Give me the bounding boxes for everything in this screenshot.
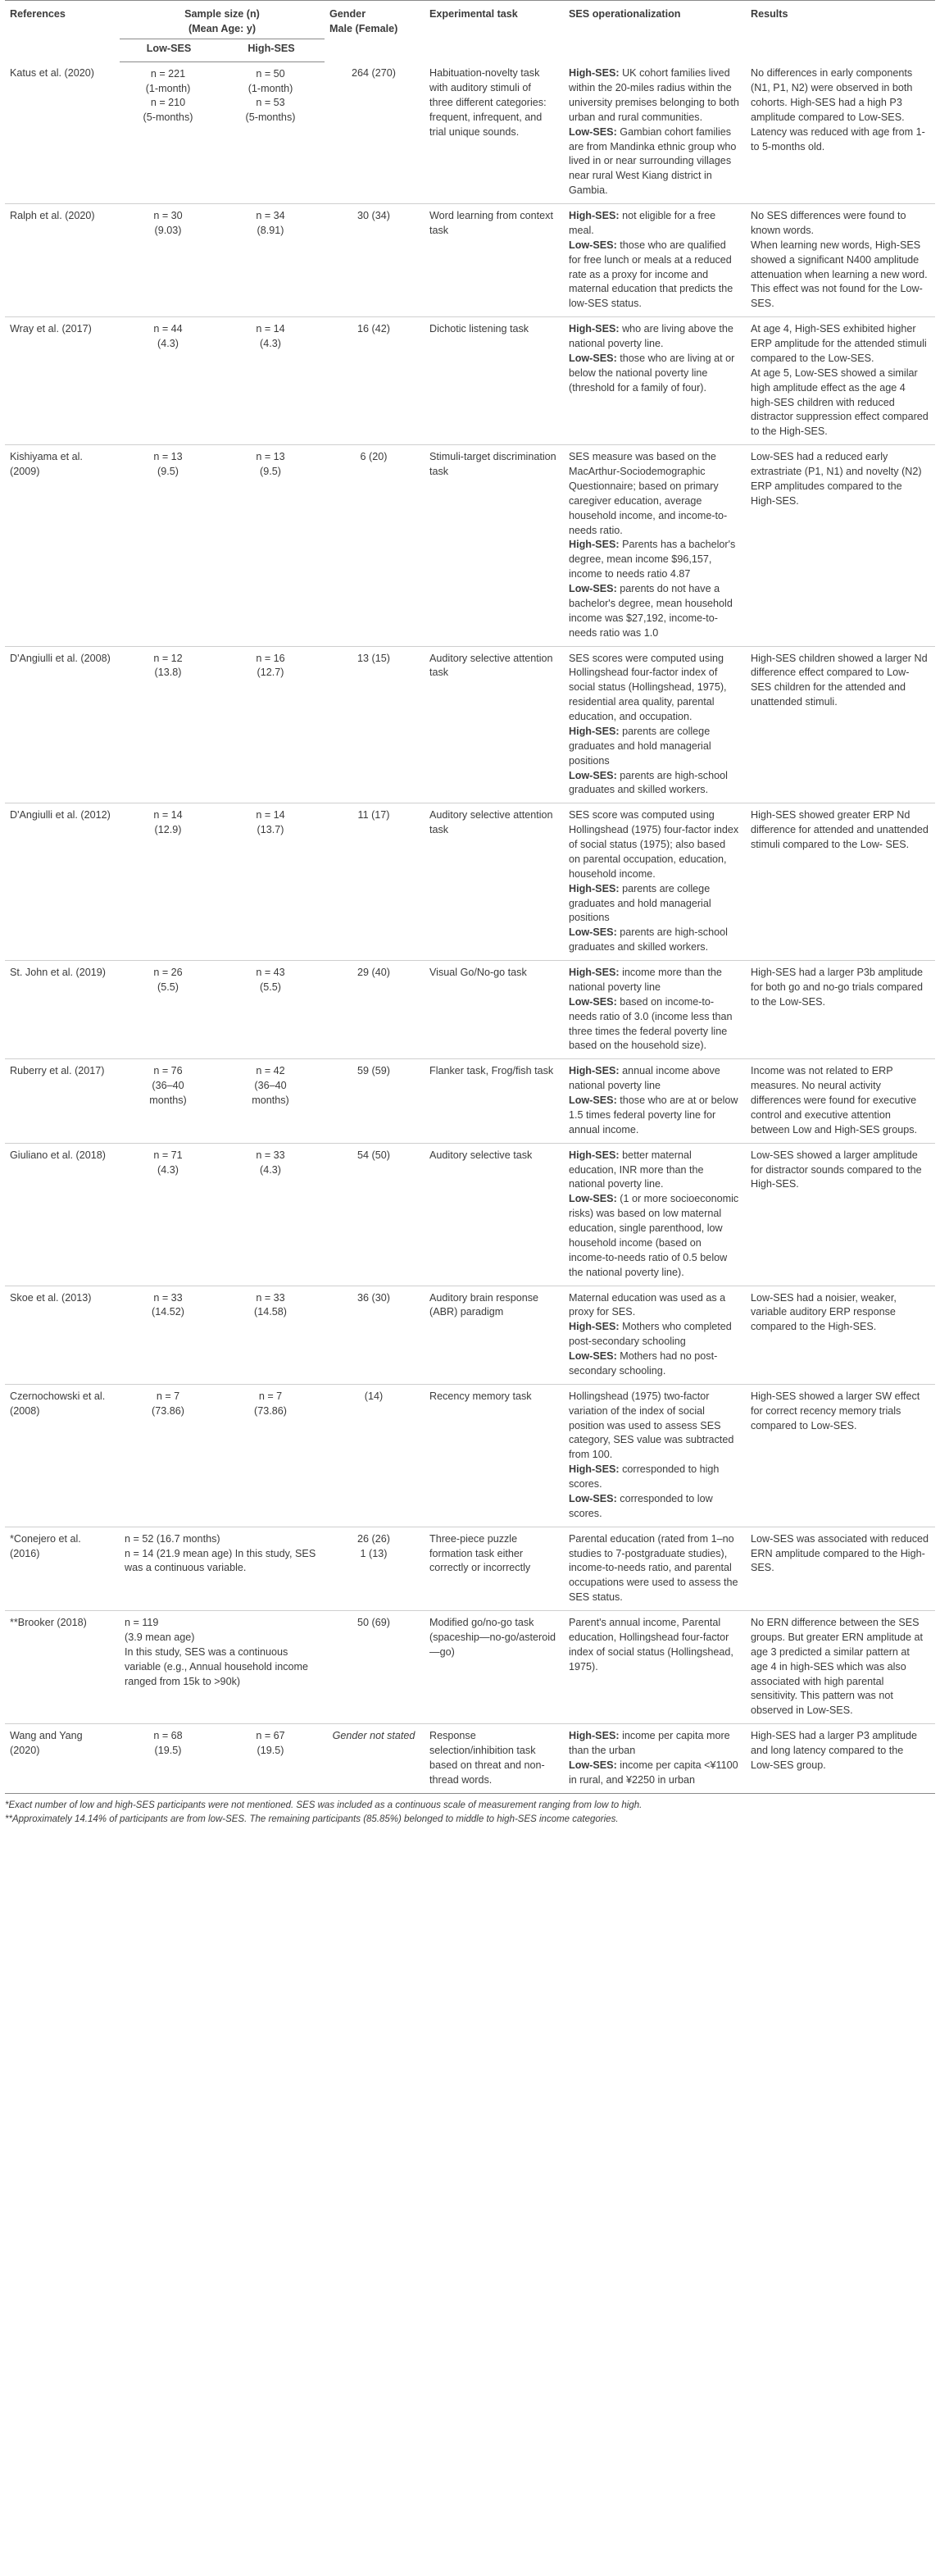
cell-reference: Ruberry et al. (2017) [5,1059,120,1143]
cell-gender: 16 (42) [325,317,425,445]
cell-ses-operationalization [564,1384,746,1527]
ses-item [569,882,739,926]
high-ses-line: months) [252,1095,289,1106]
cell-gender: 29 (40) [325,961,425,1059]
ses-item [569,1759,739,1788]
low-ses-line: n = 210 [150,97,186,109]
low-ses-line: (19.5) [154,1745,182,1756]
high-ses-line: n = 16 [256,652,285,664]
low-ses-line: n = 44 [153,323,183,335]
ses-text: those who are living at or below the national poverty line (threshold for a family of four). [569,352,735,394]
ses-text: parents do not have a bachelor's degree, mean household income was $27,192, income-to-needs ratio was 1.0 [569,583,733,639]
table-row [5,445,935,646]
cell-reference: *Conejero et al. (2016) [5,1527,120,1610]
high-ses-line: n = 53 [256,97,285,109]
table-row [5,1724,935,1794]
header-high-ses: High-SES [218,39,325,61]
cell-results [746,1059,935,1143]
cell-task: Visual Go/No-go task [425,961,564,1059]
ses-label: High-SES: [569,539,620,551]
cell-ses-operationalization [564,1143,746,1286]
cell-task: Auditory selective task [425,1143,564,1286]
ses-item [569,808,739,881]
cell-task: Three-piece puzzle formation task either correctly or incorrectly [425,1527,564,1610]
ses-item [569,995,739,1054]
cell-ses-operationalization [564,803,746,961]
footnote: *Exact number of low and high-SES participants were not mentioned. SES was included as a continuous scale of measurement ranging from low to high. [5,1800,643,1810]
low-ses-line: n = 71 [153,1149,183,1161]
ses-label: High-SES: [569,1730,620,1742]
ses-text: parents are college graduates and hold managerial positions [569,882,711,924]
low-ses-line: months) [149,1095,187,1106]
table-row [5,961,935,1059]
cell-high-ses [218,1143,325,1286]
ses-text: SES scores were computed using Hollingshead four-factor index of social status (Hollingshead, 1975), residential area quality, parental education, and occupation. [569,652,727,722]
ses-item [569,1532,739,1605]
header-task: Experimental task [425,1,564,62]
ses-item [569,66,739,125]
ses-item [569,966,739,995]
cell-results [746,61,935,203]
ses-item [569,926,739,955]
cell-gender: 13 (15) [325,646,425,803]
high-ses-line: n = 14 [256,323,285,335]
high-ses-line: n = 14 [256,809,285,821]
table-body [5,61,935,1793]
ses-text: those who are qualified for free lunch or meals at a reduced rate as a proxy for income and maternal education that predicts the low-SES status. [569,239,733,310]
ses-text: corresponded to high scores. [569,1463,720,1490]
low-ses-line: n = 221 [150,67,186,80]
cell-task: Word learning from context task [425,204,564,317]
low-ses-line: n = 76 [153,1065,183,1077]
cell-results [746,1286,935,1384]
table-row [5,61,935,203]
results-line: No differences in early components (N1, P1, N2) were observed in both cohorts. High-SES had a high P3 amplitude compared to Low-SES. Latency was reduced with age from 1- to 5-months old. [751,67,925,152]
cell-low-ses [120,1527,325,1610]
low-ses-line: n = 14 [153,809,183,821]
ses-item [569,1729,739,1759]
ses-item [569,582,739,641]
results-line: At age 5, Low-SES showed a similar high amplitude effect as the age 4 high-SES children with reduced distractor suppression effect compared to the High-SES. [751,366,929,438]
cell-task: Response selection/inhibition task based on threat and non-thread words. [425,1724,564,1794]
footnote: **Approximately 14.14% of participants are from low-SES. The remaining participants (85.85%) belonged to middle to high-SES income categories. [5,1814,619,1824]
ses-text: not eligible for a free meal. [569,210,716,236]
ses-item [569,1616,739,1675]
cell-high-ses [218,61,325,203]
cell-ses-operationalization [564,1527,746,1610]
ses-item [569,209,739,239]
cell-low-ses [120,1611,325,1724]
table-row [5,646,935,803]
cell-reference: St. John et al. (2019) [5,961,120,1059]
cell-high-ses [218,204,325,317]
cell-gender: 50 (69) [325,1611,425,1724]
ses-label: Low-SES: [569,1492,617,1504]
cell-low-ses [120,1143,218,1286]
cell-reference: Katus et al. (2020) [5,61,120,203]
table-header [5,1,935,62]
cell-reference: Kishiyama et al. (2009) [5,445,120,646]
cell-high-ses [218,1059,325,1143]
cell-low-ses [120,1384,218,1527]
cell-reference: **Brooker (2018) [5,1611,120,1724]
ses-item [569,538,739,582]
ses-label: High-SES: [569,882,620,894]
ses-text: Maternal education was used as a proxy for SES. [569,1291,726,1318]
table-row [5,1611,935,1724]
ses-text: income per capita more than the urban [569,1730,730,1756]
ses-item [569,239,739,312]
high-ses-line: (73.86) [254,1404,287,1417]
cell-ses-operationalization [564,1286,746,1384]
cell-low-ses [120,317,218,445]
table-row [5,317,935,445]
high-ses-line: n = 50 [256,67,285,80]
header-low-ses: Low-SES [120,39,218,61]
cell-low-ses [120,1286,218,1384]
cell-gender: 59 (59) [325,1059,425,1143]
cell-results [746,1611,935,1724]
cell-gender: 30 (34) [325,204,425,317]
ses-label: Low-SES: [569,995,617,1008]
low-ses-line: (9.5) [157,466,179,477]
high-ses-line: n = 43 [256,967,285,978]
table-row [5,204,935,317]
high-ses-line: (19.5) [257,1745,284,1756]
cell-ses-operationalization [564,317,746,445]
high-ses-line: (5.5) [260,981,281,993]
cell-gender: 26 (26) 1 (13) [325,1527,425,1610]
high-ses-line: n = 7 [258,1390,283,1402]
cell-gender: (14) [325,1384,425,1527]
cell-results [746,1143,935,1286]
cell-reference: D'Angiulli et al. (2008) [5,646,120,803]
high-ses-line: n = 13 [256,451,285,463]
ses-text: better maternal education, INR more than the national poverty line. [569,1149,704,1190]
cell-reference: Czernochowski et al. (2008) [5,1384,120,1527]
results-line: Low-SES had a reduced early extrastriate (P1, N1) and novelty (N2) ERP amplitudes compared to the High-SES. [751,451,922,507]
ses-item [569,1463,739,1492]
ses-item [569,1492,739,1522]
ses-item [569,352,739,396]
cell-gender: Gender not stated [325,1724,425,1794]
cell-low-ses [120,803,218,961]
ses-label: Low-SES: [569,1193,617,1205]
low-ses-line: (1-month) [145,82,191,94]
low-ses-line: n = 14 (21.9 mean age) In this study, SES was a continuous variable. [125,1547,316,1574]
header-sample-size [120,1,325,39]
table-row [5,1059,935,1143]
cell-reference: Ralph et al. (2020) [5,204,120,317]
ses-item [569,725,739,769]
low-ses-line: n = 30 [153,210,183,221]
ses-text: Hollingshead (1975) two-factor variation of the index of social position was used to assess SES category, SES value was subtracted from 100. [569,1390,734,1461]
header-sample-size-sub: (Mean Age: y) [188,22,257,34]
cell-results [746,961,935,1059]
ses-erp-table [5,0,935,1794]
cell-ses-operationalization [564,61,746,203]
ses-item [569,1390,739,1463]
low-ses-line: n = 33 [153,1291,183,1304]
high-ses-line: n = 67 [256,1730,285,1742]
results-line: Low-SES was associated with reduced ERN amplitude compared to the High-SES. [751,1532,929,1574]
ses-text: parents are high-school graduates and skilled workers. [569,926,728,953]
table-footnotes [5,1799,935,1827]
ses-item [569,769,739,799]
ses-text: (1 or more socioeconomic risks) was based on low maternal education, single parenthood, low household income (based on income-to-needs ratio of 0.5 below the national poverty line). [569,1193,739,1278]
low-ses-line: (73.86) [152,1404,184,1417]
ses-text: Mothers had no post-secondary schooling. [569,1350,718,1377]
ses-text: based on income-to- needs ratio of 3.0 (income less than three times the federal poverty line based on the household size). [569,995,733,1052]
ses-item [569,125,739,198]
cell-low-ses [120,1059,218,1143]
cell-high-ses [218,1384,325,1527]
low-ses-line: In this study, SES was a continuous variable (e.g., Annual household income ranged from 15k to >90k) [125,1645,309,1687]
results-line: Low-SES showed a larger amplitude for distractor sounds compared to the High-SES. [751,1149,922,1190]
ses-label: Low-SES: [569,1095,617,1106]
header-gender-title: Gender [329,8,366,20]
ses-text: Gambian cohort families are from Mandinka ethnic group who lived in or near surrounding villages near rural West Kiang district in Gambia. [569,125,737,197]
cell-low-ses [120,204,218,317]
low-ses-line: n = 13 [153,451,183,463]
results-line: High-SES had a larger P3 amplitude and long latency compared to the Low-SES group. [751,1730,918,1771]
results-line: Low-SES had a noisier, weaker, variable auditory ERP response compared to the High-SES. [751,1291,897,1333]
ses-text: those who are at or below 1.5 times federal poverty line for annual income. [569,1095,738,1136]
cell-reference: Wang and Yang (2020) [5,1724,120,1794]
ses-label: High-SES: [569,967,620,978]
results-line: High-SES had a larger P3b amplitude for both go and no-go trials compared to the Low-SES. [751,967,924,1008]
ses-item [569,1064,739,1094]
cell-ses-operationalization [564,1059,746,1143]
ses-text: annual income above national poverty line [569,1065,720,1092]
table-row [5,1143,935,1286]
cell-results [746,1527,935,1610]
low-ses-line: n = 26 [153,967,183,978]
low-ses-line: (5.5) [157,981,179,993]
cell-ses-operationalization [564,1724,746,1794]
ses-label: High-SES: [569,1065,620,1077]
results-line: Income was not related to ERP measures. No neural activity differences were found for executive control and executive attention between Low and High-SES groups. [751,1065,918,1136]
cell-gender: 54 (50) [325,1143,425,1286]
cell-low-ses [120,1724,218,1794]
low-ses-line: (36–40 [152,1080,184,1092]
cell-task: Auditory brain response (ABR) paradigm [425,1286,564,1384]
cell-reference: Wray et al. (2017) [5,317,120,445]
high-ses-line: (14.58) [254,1306,287,1318]
high-ses-line: n = 34 [256,210,285,221]
cell-gender: 36 (30) [325,1286,425,1384]
high-ses-line: n = 42 [256,1065,285,1077]
high-ses-line: (5-months) [245,112,296,124]
high-ses-line: n = 33 [256,1149,285,1161]
cell-reference: D'Angiulli et al. (2012) [5,803,120,961]
cell-low-ses [120,646,218,803]
high-ses-line: (9.5) [260,466,281,477]
cell-high-ses [218,961,325,1059]
cell-high-ses [218,1724,325,1794]
cell-task: Recency memory task [425,1384,564,1527]
ses-label: Low-SES: [569,352,617,364]
cell-ses-operationalization [564,204,746,317]
low-ses-line: n = 7 [156,1390,180,1402]
cell-high-ses [218,317,325,445]
ses-text: SES measure was based on the MacArthur-Sociodemographic Questionnaire; based on primary caregiver education, average household income, and income-to-needs ratio. [569,451,728,536]
ses-label: High-SES: [569,725,620,737]
cell-task: Modified go/no-go task (spaceship—no-go/asteroid—go) [425,1611,564,1724]
ses-text: SES score was computed using Hollingshead (1975) four-factor index of social status (1975); also based on parental occupation, education, household income. [569,809,739,880]
cell-low-ses [120,445,218,646]
ses-label: High-SES: [569,323,620,335]
cell-ses-operationalization [564,1611,746,1724]
cell-results [746,803,935,961]
ses-label: Low-SES: [569,239,617,251]
cell-high-ses [218,646,325,803]
ses-item [569,450,739,538]
ses-item [569,1320,739,1349]
low-ses-line: (9.03) [154,224,182,236]
cell-results [746,445,935,646]
ses-item [569,1192,739,1280]
cell-gender: 264 (270) [325,61,425,203]
cell-task: Habituation-novelty task with auditory stimuli of three different categories: frequent, infrequent, and trial unique sounds. [425,61,564,203]
cell-results [746,317,935,445]
results-line: At age 4, High-SES exhibited higher ERP amplitude for the attended stimuli compared to the Low-SES. [751,323,927,364]
header-references: References [5,1,120,62]
cell-results [746,646,935,803]
header-gender-sub: Male (Female) [329,22,398,34]
results-line: When learning new words, High-SES showed a significant N400 amplitude attenuation when learning a new word. This effect was not found for the Low-SES. [751,239,928,310]
results-line: High-SES showed a larger SW effect for correct recency memory trials compared to Low-SES. [751,1390,920,1431]
low-ses-line: (3.9 mean age) [125,1631,195,1643]
cell-task: Flanker task, Frog/fish task [425,1059,564,1143]
cell-low-ses [120,61,218,203]
ses-text: Parents has a bachelor's degree, mean income $96,157, income to needs ratio 4.87 [569,539,736,580]
table-row [5,1384,935,1527]
high-ses-line: (1-month) [247,82,293,94]
cell-high-ses [218,1286,325,1384]
high-ses-line: (36–40 [254,1080,287,1092]
ses-text: income more than the national poverty line [569,967,722,993]
low-ses-line: n = 12 [153,652,183,664]
cell-task: Stimuli-target discrimination task [425,445,564,646]
low-ses-line: (4.3) [157,1163,179,1176]
cell-ses-operationalization [564,961,746,1059]
ses-label: High-SES: [569,210,620,221]
ses-label: Low-SES: [569,125,617,138]
results-line: No ERN difference between the SES groups. But greater ERN amplitude at age 3 predicted a similar pattern at age 4 in high-SES which was also associated with high parental sensitivity. This pattern was not observed in Low-SES. [751,1617,924,1717]
ses-text: who are living above the national poverty line. [569,323,733,349]
high-ses-line: (12.7) [257,667,284,679]
ses-label: High-SES: [569,1321,620,1333]
cell-results [746,1384,935,1527]
table-row [5,1527,935,1610]
cell-results [746,1724,935,1794]
ses-item [569,1291,739,1321]
ses-text: UK cohort families lived within the 20-miles radius within the university premises belonging to both urban and rural communities. [569,67,739,123]
cell-reference: Skoe et al. (2013) [5,1286,120,1384]
table-row [5,1286,935,1384]
ses-text: parents are college graduates and hold managerial positions [569,725,711,767]
cell-gender: 6 (20) [325,445,425,646]
ses-item [569,1349,739,1379]
cell-low-ses [120,961,218,1059]
ses-label: Low-SES: [569,769,617,781]
cell-task: Dichotic listening task [425,317,564,445]
header-gender [325,1,425,62]
header-results: Results [746,1,935,62]
high-ses-line: (13.7) [257,824,284,836]
cell-high-ses [218,445,325,646]
ses-text: corresponded to low scores. [569,1492,713,1519]
low-ses-line: n = 52 (16.7 months) [125,1532,220,1545]
low-ses-line: (14.52) [152,1306,184,1318]
cell-task: Auditory selective attention task [425,803,564,961]
ses-text: Mothers who completed post-secondary schooling [569,1321,732,1348]
results-line: No SES differences were found to known words. [751,210,906,236]
ses-item [569,652,739,725]
low-ses-line: (5-months) [143,112,193,124]
ses-label: Low-SES: [569,583,617,594]
header-ses-operationalization: SES operationalization [564,1,746,62]
cell-ses-operationalization [564,445,746,646]
cell-gender: 11 (17) [325,803,425,961]
cell-ses-operationalization [564,646,746,803]
high-ses-line: n = 33 [256,1291,285,1304]
ses-label: Low-SES: [569,1350,617,1362]
high-ses-line: (4.3) [260,338,281,349]
ses-text: parents are high-school graduates and skilled workers. [569,769,728,796]
low-ses-line: n = 68 [153,1730,183,1742]
ses-text: income per capita <¥1100 in rural, and ¥2250 in urban [569,1759,738,1786]
cell-task: Auditory selective attention task [425,646,564,803]
ses-text: Parental education (rated from 1–no studies to 7-postgraduate studies), income-to-needs ratio, and parental occupations were used to assess the SES status. [569,1532,738,1604]
high-ses-line: (4.3) [260,1163,281,1176]
header-sample-size-title: Sample size (n) [184,8,260,20]
ses-label: Low-SES: [569,1759,617,1771]
results-line: High-SES children showed a larger Nd difference effect compared to Low-SES children for the attended and unattended stimuli. [751,652,928,708]
high-ses-line: (8.91) [257,224,284,236]
low-ses-line: (4.3) [157,338,179,349]
table-row [5,803,935,961]
ses-label: High-SES: [569,67,620,80]
low-ses-line: n = 119 [125,1617,159,1628]
ses-label: Low-SES: [569,926,617,939]
low-ses-line: (12.9) [154,824,182,836]
ses-item [569,1094,739,1138]
cell-high-ses [218,803,325,961]
ses-label: High-SES: [569,1463,620,1476]
ses-text: Parent's annual income, Parental education, Hollingshead four-factor index of social status (Hollingshead, 1975). [569,1617,733,1673]
ses-label: High-SES: [569,1149,620,1161]
ses-item [569,322,739,352]
cell-results [746,204,935,317]
ses-item [569,1149,739,1193]
low-ses-line: (13.8) [154,667,182,679]
cell-reference: Giuliano et al. (2018) [5,1143,120,1286]
results-line: High-SES showed greater ERP Nd difference for attended and unattended stimuli compared to the Low- SES. [751,809,929,850]
